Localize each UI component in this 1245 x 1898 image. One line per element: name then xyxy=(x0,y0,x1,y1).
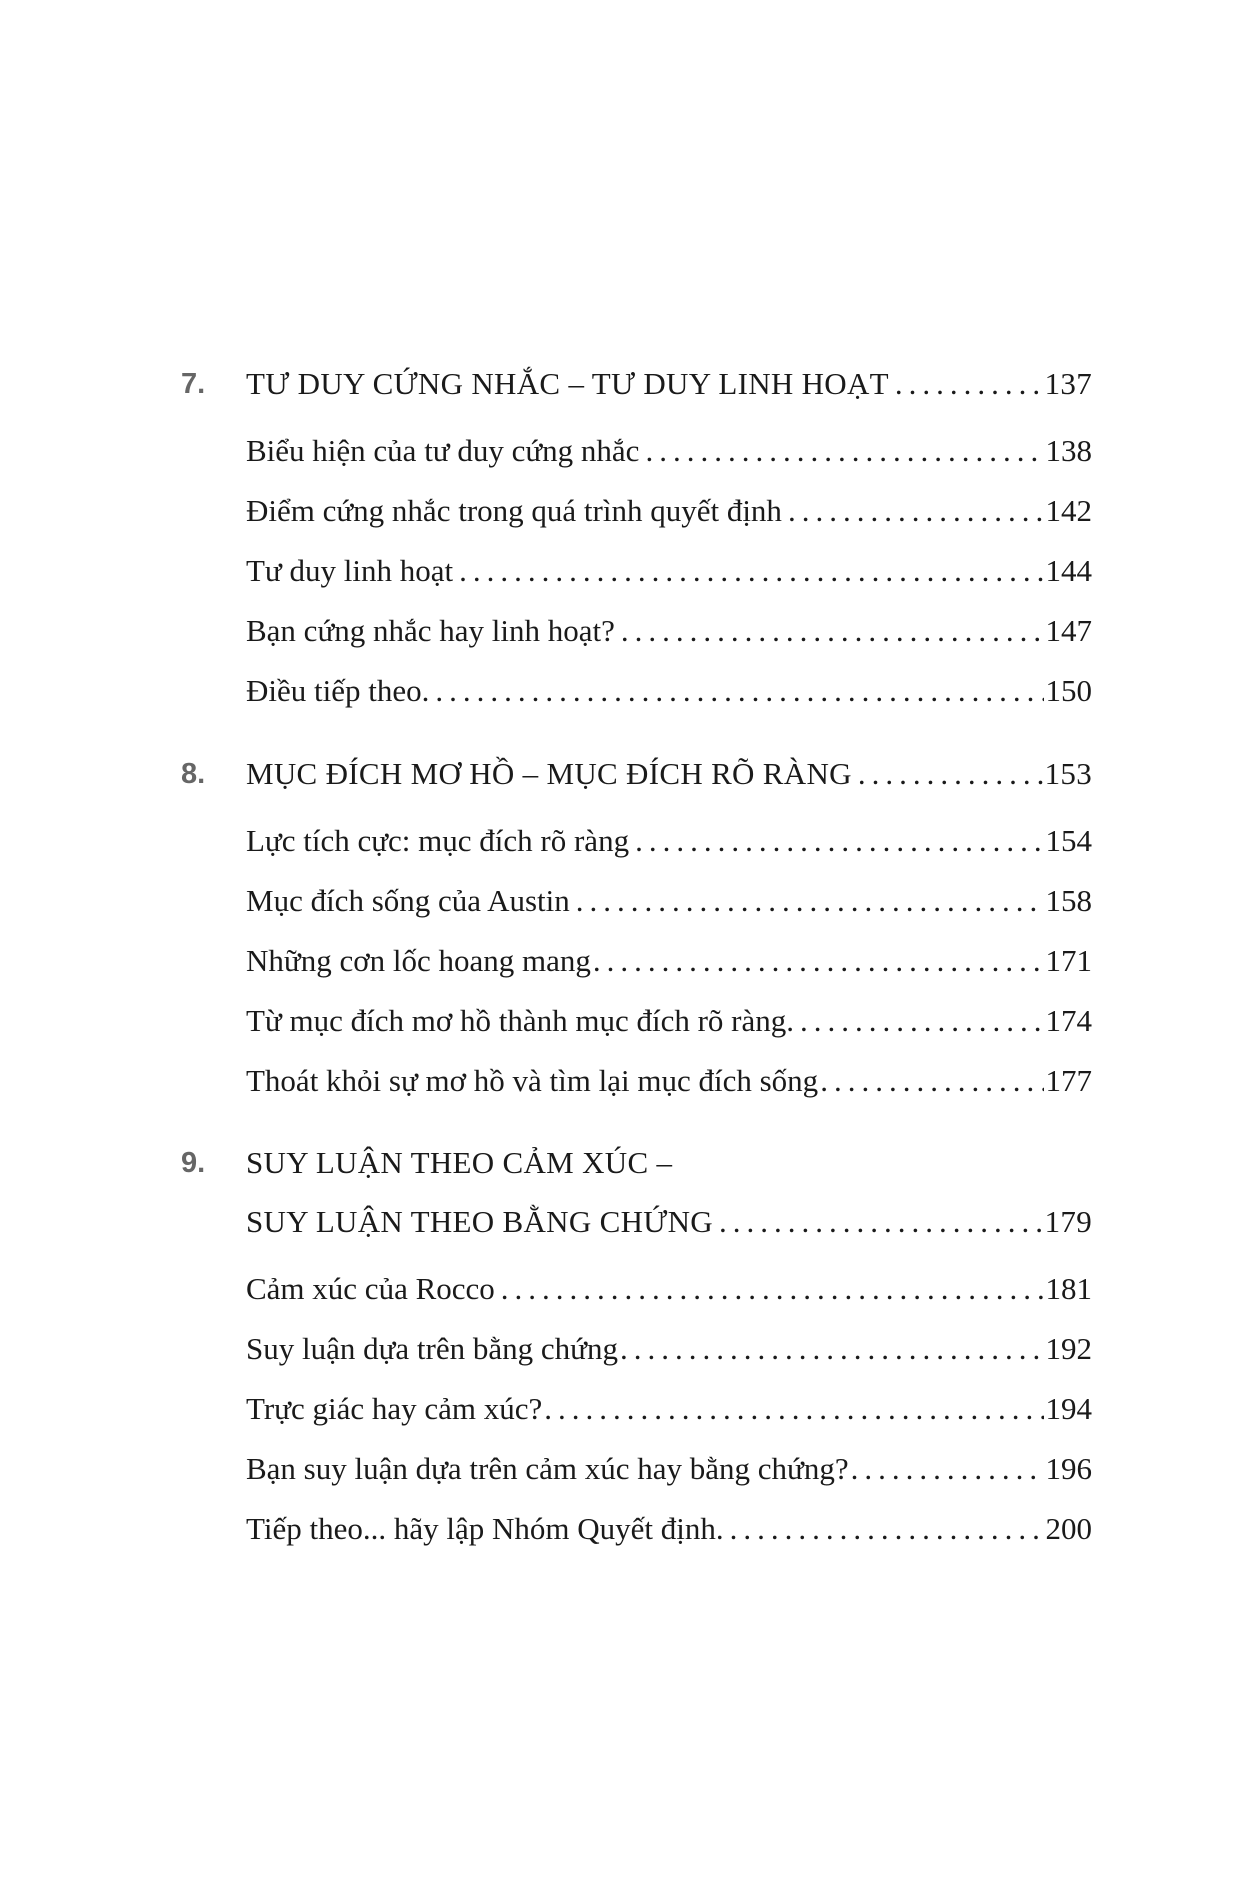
section-title: Suy luận dựa trên bằng chứng xyxy=(246,1331,618,1366)
leader-dots xyxy=(788,491,1044,531)
chapter-8-entry xyxy=(246,754,1092,794)
leader-dots xyxy=(716,1509,1044,1549)
section-page: 194 xyxy=(1045,1391,1092,1426)
chapter-9-number: 9. xyxy=(181,1147,206,1179)
section-title: Tư duy linh hoạt xyxy=(246,553,454,588)
leader-dots xyxy=(645,431,1043,471)
chapter-9-entry xyxy=(246,1202,1092,1242)
leader-dots xyxy=(576,881,1044,921)
toc-entry xyxy=(246,551,1092,591)
leader-dots xyxy=(820,1061,1043,1101)
section-page: 158 xyxy=(1045,883,1092,918)
leader-dots xyxy=(719,1202,1043,1242)
leader-dots xyxy=(620,1329,1044,1369)
leader-dots xyxy=(501,1269,1044,1309)
chapter-8-page: 153 xyxy=(1044,756,1092,791)
section-page: 192 xyxy=(1045,1331,1092,1366)
section-title: Điểm cứng nhắc trong quá trình quyết định xyxy=(246,493,782,528)
leader-dots xyxy=(621,611,1044,651)
section-title: Thoát khỏi sự mơ hồ và tìm lại mục đích sống xyxy=(246,1063,819,1098)
toc-entry xyxy=(246,941,1092,981)
section-title: Điều tiếp theo xyxy=(246,673,422,708)
section-title: Mục đích sống của Austin xyxy=(246,883,570,918)
section-page: 138 xyxy=(1045,433,1092,468)
leader-dots xyxy=(422,671,1044,711)
leader-dots xyxy=(593,941,1044,981)
section-title: Tiếp theo... hãy lập Nhóm Quyết định xyxy=(246,1511,716,1546)
section-page: 147 xyxy=(1045,613,1092,648)
section-title: Bạn cứng nhắc hay linh hoạt? xyxy=(246,613,615,648)
chapter-7-title: TƯ DUY CỨNG NHẮC – TƯ DUY LINH HOẠT xyxy=(246,366,889,401)
chapter-7-number: 7. xyxy=(181,368,206,400)
section-page: 154 xyxy=(1045,823,1092,858)
section-title: Lực tích cực: mục đích rõ ràng xyxy=(246,823,630,858)
toc-entry xyxy=(246,821,1092,861)
section-page: 171 xyxy=(1045,943,1092,978)
section-page: 142 xyxy=(1045,493,1092,528)
section-title: Bạn suy luận dựa trên cảm xúc hay bằng chứng? xyxy=(246,1451,849,1486)
section-page: 196 xyxy=(1045,1451,1092,1486)
toc-entry xyxy=(246,1449,1092,1489)
toc-entry xyxy=(246,671,1092,711)
chapter-8-number: 8. xyxy=(181,758,206,790)
toc-entry xyxy=(246,1061,1092,1101)
section-page: 181 xyxy=(1045,1271,1092,1306)
toc-entry xyxy=(246,1389,1092,1429)
leader-dots xyxy=(459,551,1043,591)
section-page: 177 xyxy=(1045,1063,1092,1098)
chapter-7-page: 137 xyxy=(1044,366,1092,401)
toc-entry xyxy=(246,1001,1092,1041)
leader-dots xyxy=(786,1001,1043,1041)
toc-entry xyxy=(246,491,1092,531)
toc-entry xyxy=(246,1329,1092,1369)
leader-dots xyxy=(635,821,1043,861)
section-title: Biểu hiện của tư duy cứng nhắc xyxy=(246,433,640,468)
chapter-8-title: MỤC ĐÍCH MƠ HỒ – MỤC ĐÍCH RÕ RÀNG xyxy=(246,756,852,791)
leader-dots xyxy=(895,364,1043,404)
section-page: 200 xyxy=(1045,1511,1092,1546)
section-title: Những cơn lốc hoang mang xyxy=(246,943,591,978)
chapter-9-page: 179 xyxy=(1044,1204,1092,1239)
section-title: Trực giác hay cảm xúc? xyxy=(246,1391,543,1426)
chapter-9-title: SUY LUẬN THEO BẰNG CHỨNG xyxy=(246,1204,713,1239)
chapter-9-title-line1: SUY LUẬN THEO CẢM XÚC – xyxy=(246,1145,673,1180)
section-title: Cảm xúc của Rocco xyxy=(246,1271,495,1306)
section-page: 144 xyxy=(1045,553,1092,588)
leader-dots xyxy=(544,1389,1043,1429)
toc-entry xyxy=(246,1509,1092,1549)
section-page: 174 xyxy=(1045,1003,1092,1038)
toc-entry xyxy=(246,611,1092,651)
leader-dots xyxy=(851,1449,1044,1489)
toc-entry xyxy=(246,431,1092,471)
leader-dots xyxy=(858,754,1043,794)
section-title: Từ mục đích mơ hồ thành mục đích rõ ràng xyxy=(246,1003,787,1038)
section-page: 150 xyxy=(1045,673,1092,708)
toc-entry xyxy=(246,1269,1092,1309)
chapter-7-entry xyxy=(246,364,1092,404)
toc-entry xyxy=(246,881,1092,921)
